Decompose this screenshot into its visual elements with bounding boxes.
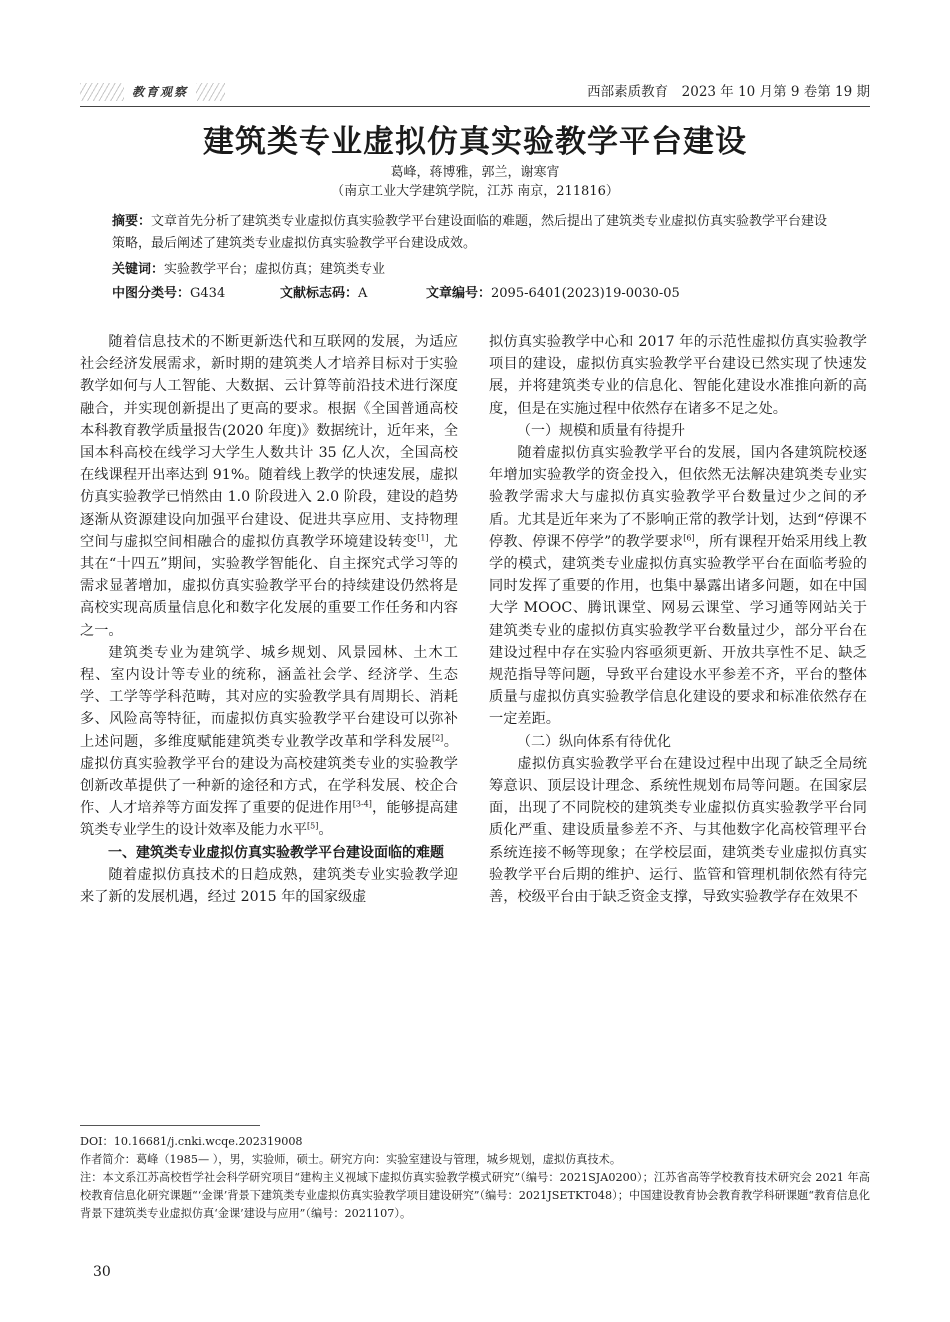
body-column-left bbox=[80, 331, 458, 908]
doi: DOI：10.16681/j.cnki.wcqe.202319008 bbox=[80, 1135, 303, 1148]
subsection-heading: （二）纵向体系有待优化 bbox=[517, 733, 671, 750]
abstract-text: 文章首先分析了建筑类专业虚拟仿真实验教学平台建设面临的难题，然后提出了建筑类专业虚拟仿真实验教学平台建设策略，最后阐述了建筑类专业虚拟仿真实验教学平台建设成效。 bbox=[112, 214, 828, 251]
funding-note: 注：本文系江苏高校哲学社会科学研究项目“建构主义视域下虚拟仿真实验教学模式研究”（编号：2021SJA0200）；江苏省高等学校教育技术研究会 2021 年高校教育信息化研究课题“‘金课’背景下建筑类专业虚拟仿真实验教学项目建设研究”（编号：2021JSETKT048）；中国建设教育协会教育教学科研课题“教育信息化背景下建筑类专业虚拟仿真‘金课’建设与应用”（编号：2021107）。 bbox=[80, 1171, 870, 1220]
article-no-label: 文章编号： bbox=[426, 286, 492, 301]
article-no-value: 2095-6401(2023)19-0030-05 bbox=[491, 286, 680, 301]
citation: [5] bbox=[307, 821, 319, 831]
footnote-rule bbox=[80, 1125, 260, 1126]
citation: [6] bbox=[683, 533, 695, 543]
abstract bbox=[112, 211, 840, 255]
paragraph: 虚拟仿真实验教学平台在建设过程中出现了缺乏全局统筹意识、顶层设计理念、系统性规划布局等问题。在国家层面，出现了不同院校的建筑类专业虚拟仿真实验教学平台同质化严重、建设质量参差不齐、与其他数字化高校管理平台系统连接不畅等现象；在学校层面，建筑类专业虚拟仿真实验教学平台后期的维护、运行、监管和管理机制依然有待完善，校级平台由于缺乏资金支撑，导致实验教学存在效果不 bbox=[489, 755, 867, 906]
abstract-label: 摘要： bbox=[112, 214, 152, 229]
author-bio: 作者简介：葛峰（1985— ），男，实验师，硕士。研究方向：实验室建设与管理，城乡规划，虚拟仿真技术。 bbox=[80, 1153, 622, 1166]
article-title: 建筑类专业虚拟仿真实验教学平台建设 bbox=[203, 124, 747, 160]
paragraph: 建筑类专业为建筑学、城乡规划、风景园林、土木工程、室内设计等专业的统称，涵盖社会学、经济学、生态学、工学等学科范畴，其对应的实验教学具有周期长、消耗多、风险高等特征，而虚拟仿真实验教学平台建设可以弥补上述问题，多维度赋能建筑类专业教学改革和学科发展[2]。虚拟仿真实验教学平台的建设为高校建筑类专业的实验教学创新改革提供了一种新的途径和方式，在学科发展、校企合作、人才培养等方面发挥了重要的促进作用[3-4]，能够提高建筑类专业学生的设计效率及能力水平[5]。 bbox=[80, 644, 458, 839]
doc-code-item bbox=[280, 283, 426, 305]
keywords bbox=[112, 259, 840, 281]
page-number: 30 bbox=[93, 1264, 111, 1280]
paragraph: 随着虚拟仿真技术的日趋成熟，建筑类专业实验教学迎来了新的发展机遇，经过 2015 年的国家级虚 bbox=[80, 866, 458, 906]
paragraph: 随着信息技术的不断更新迭代和互联网的发展，为适应社会经济发展需求，新时期的建筑类人才培养目标对于实验教学如何与人工智能、大数据、云计算等前沿技术进行深度融合，并实现创新提出了更高的要求。根据《全国普通高校本科教育教学质量报告(2020 年度)》数据统计，近年来，全国本科高校在线学习大学生人数共计 35 亿人次，全国高校在线课程开出率达到 91%。随着线上教学的快速发展，虚拟仿真实验教学已悄然由 1.0 阶段进入 2.0 阶段，建设的趋势逐渐从资源建设向加强平台建设、促进共享应用、支持物理空间与虚拟空间相融合的虚拟仿真教学环境建设转变[1]，尤其在“十四五”期间，实验教学智能化、自主探究式学习等的需求显著增加，虚拟仿真实验教学平台的持续建设仍然将是高校实现高质量信息化和数字化发展的重要工作任务和内容之一。 bbox=[80, 334, 459, 639]
classification-line bbox=[112, 283, 840, 305]
journal-info: 西部素质教育 2023 年 10 月第 9 卷第 19 期 bbox=[587, 84, 870, 100]
keywords-text: 实验教学平台；虚拟仿真；建筑类专业 bbox=[164, 262, 386, 277]
affiliation: （南京工业大学建筑学院，江苏 南京，211816） bbox=[331, 184, 619, 199]
body-column-right bbox=[489, 331, 867, 908]
paragraph: 拟仿真实验教学中心和 2017 年的示范性虚拟仿真实验教学项目的建设，虚拟仿真实验教学平台建设已然实现了快速发展，并将建筑类专业的信息化、智能化建设水准推向新的高度，但是在实施过程中依然存在诸多不足之处。 bbox=[489, 334, 867, 417]
citation: [2] bbox=[431, 732, 444, 742]
citation: [1] bbox=[417, 533, 429, 543]
keywords-label: 关键词： bbox=[112, 262, 165, 277]
section-tag-banner bbox=[80, 83, 225, 101]
clc-item bbox=[112, 283, 280, 305]
section-heading: 一、建筑类专业虚拟仿真实验教学平台建设面临的难题 bbox=[108, 844, 444, 861]
subsection-heading: （一）规模和质量有待提升 bbox=[517, 422, 685, 439]
running-header bbox=[80, 82, 870, 104]
citation: [3-4] bbox=[352, 799, 372, 809]
paragraph: 随着虚拟仿真实验教学平台的发展，国内各建筑院校逐年增加实验教学的资金投入，但依然无法解决建筑类专业实验教学需求大与虚拟仿真实验教学平台数量过少之间的矛盾。尤其是近年来为了不影响正常的教学计划，达到“停课不停教、停课不停学”的教学要求[6]，所有课程开始采用线上教学的模式，建筑类专业虚拟仿真实验教学平台在面临考验的同时发挥了重要的作用，也集中暴露出诸多问题，如在中国大学 MOOC、腾讯课堂、网易云课堂、学习通等网站关于建筑类专业的虚拟仿真实验教学平台数量过少，部分平台在建设过程中存在实验内容亟须更新、开放共享性不足、缺乏规范指导等问题，导致平台建设水平参差不齐，平台的整体质量与虚拟仿真实验教学信息化建设的要求和标准依然存在一定差距。 bbox=[489, 445, 867, 728]
authors: 葛峰，蒋博雅，郭兰，谢寒宵 bbox=[390, 165, 560, 180]
clc-value: G434 bbox=[190, 286, 226, 301]
doc-code-label: 文献标志码： bbox=[280, 286, 359, 301]
clc-label: 中图分类号： bbox=[112, 286, 191, 301]
article-no-item bbox=[426, 283, 680, 305]
section-tag: 教育观察 bbox=[124, 83, 196, 101]
footnotes bbox=[80, 1133, 870, 1223]
doc-code-value: A bbox=[358, 286, 368, 301]
header-rule bbox=[80, 106, 870, 107]
